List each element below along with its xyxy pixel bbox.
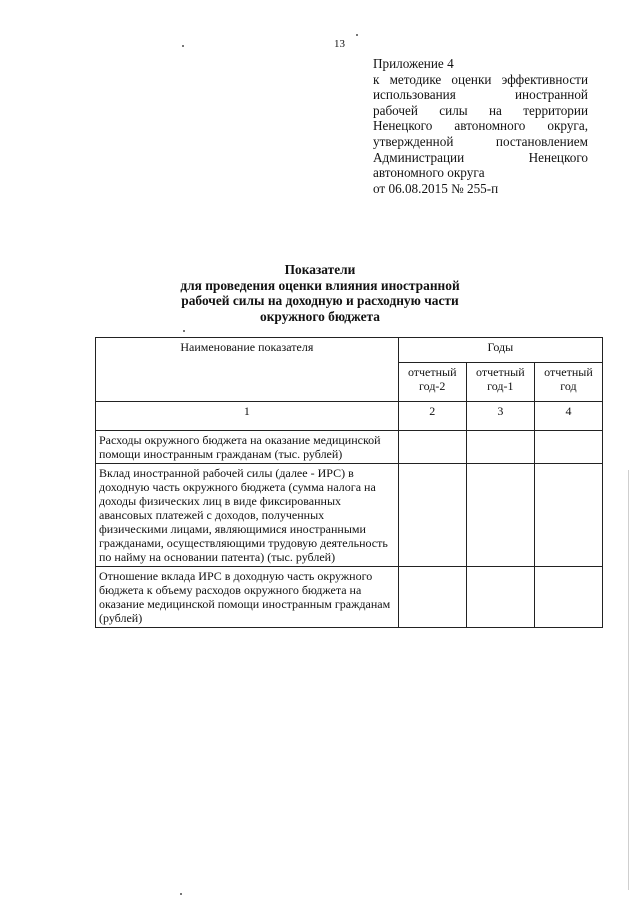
value-cell bbox=[534, 567, 602, 628]
appendix-line: утвержденной постановлением bbox=[373, 133, 588, 149]
appendix-line: рабочей силы на территории bbox=[373, 102, 588, 118]
row-label: Расходы окружного бюджета на оказание медицинской помощи иностранным гражданам (тыс. рублей) bbox=[96, 431, 399, 464]
column-number: 3 bbox=[466, 402, 534, 431]
column-number: 4 bbox=[534, 402, 602, 431]
page-number: 13 bbox=[334, 38, 345, 50]
value-cell bbox=[466, 431, 534, 464]
value-cell bbox=[466, 567, 534, 628]
value-cell bbox=[398, 431, 466, 464]
value-cell bbox=[466, 464, 534, 567]
appendix-heading bbox=[373, 56, 588, 196]
table-row bbox=[96, 464, 603, 567]
column-number: 1 bbox=[96, 402, 399, 431]
appendix-line: Ненецкого автономного округа, bbox=[373, 118, 588, 134]
header-year-col: отчетный год-2 bbox=[398, 363, 466, 402]
column-number-row bbox=[96, 402, 603, 431]
scan-edge-line bbox=[628, 470, 629, 890]
scan-speck bbox=[356, 34, 358, 36]
value-cell bbox=[534, 431, 602, 464]
title-line: Показатели bbox=[284, 262, 356, 277]
title-line: рабочей силы на доходную и расходную части bbox=[181, 293, 459, 309]
scan-speck bbox=[180, 893, 182, 895]
header-year-col: отчетный год bbox=[534, 363, 602, 402]
header-year-col: отчетный год-1 bbox=[466, 363, 534, 402]
indicators-table bbox=[95, 337, 603, 628]
row-label: Отношение вклада ИРС в доходную часть окружного бюджета к объему расходов окружного бюджета на оказание медицинской помощи иностранным гражданам (рублей) bbox=[96, 567, 399, 628]
value-cell bbox=[398, 567, 466, 628]
appendix-line: от 06.08.2015 № 255-п bbox=[373, 180, 499, 196]
appendix-line: Приложение 4 bbox=[373, 56, 454, 71]
title-line: для проведения оценки влияния иностранной bbox=[180, 277, 460, 293]
scan-speck bbox=[183, 330, 185, 332]
column-number: 2 bbox=[398, 402, 466, 431]
value-cell bbox=[534, 464, 602, 567]
value-cell bbox=[398, 464, 466, 567]
row-label: Вклад иностранной рабочей силы (далее - ИРС) в доходную часть окружного бюджета (сумма налога на доходы физических лиц в виде фиксированных авансовых платежей с доходов, полученных физическими лицами, являющимися иностранными гражданами, осуществляющими трудовую деятельность по найму на основании патента) (тыс. рублей) bbox=[96, 464, 399, 567]
appendix-line: Администрации Ненецкого bbox=[373, 149, 588, 165]
document-title bbox=[140, 262, 500, 324]
header-years: Годы bbox=[398, 338, 602, 363]
table-row bbox=[96, 431, 603, 464]
appendix-line: к методике оценки эффективности bbox=[373, 71, 588, 87]
appendix-line: автономного округа bbox=[373, 165, 485, 181]
table-row bbox=[96, 567, 603, 628]
title-line: окружного бюджета bbox=[260, 308, 380, 324]
appendix-line: использования иностранной bbox=[373, 87, 588, 103]
header-indicator-name: Наименование показателя bbox=[96, 338, 399, 402]
table-header-row bbox=[96, 338, 603, 363]
scan-speck bbox=[182, 45, 184, 47]
